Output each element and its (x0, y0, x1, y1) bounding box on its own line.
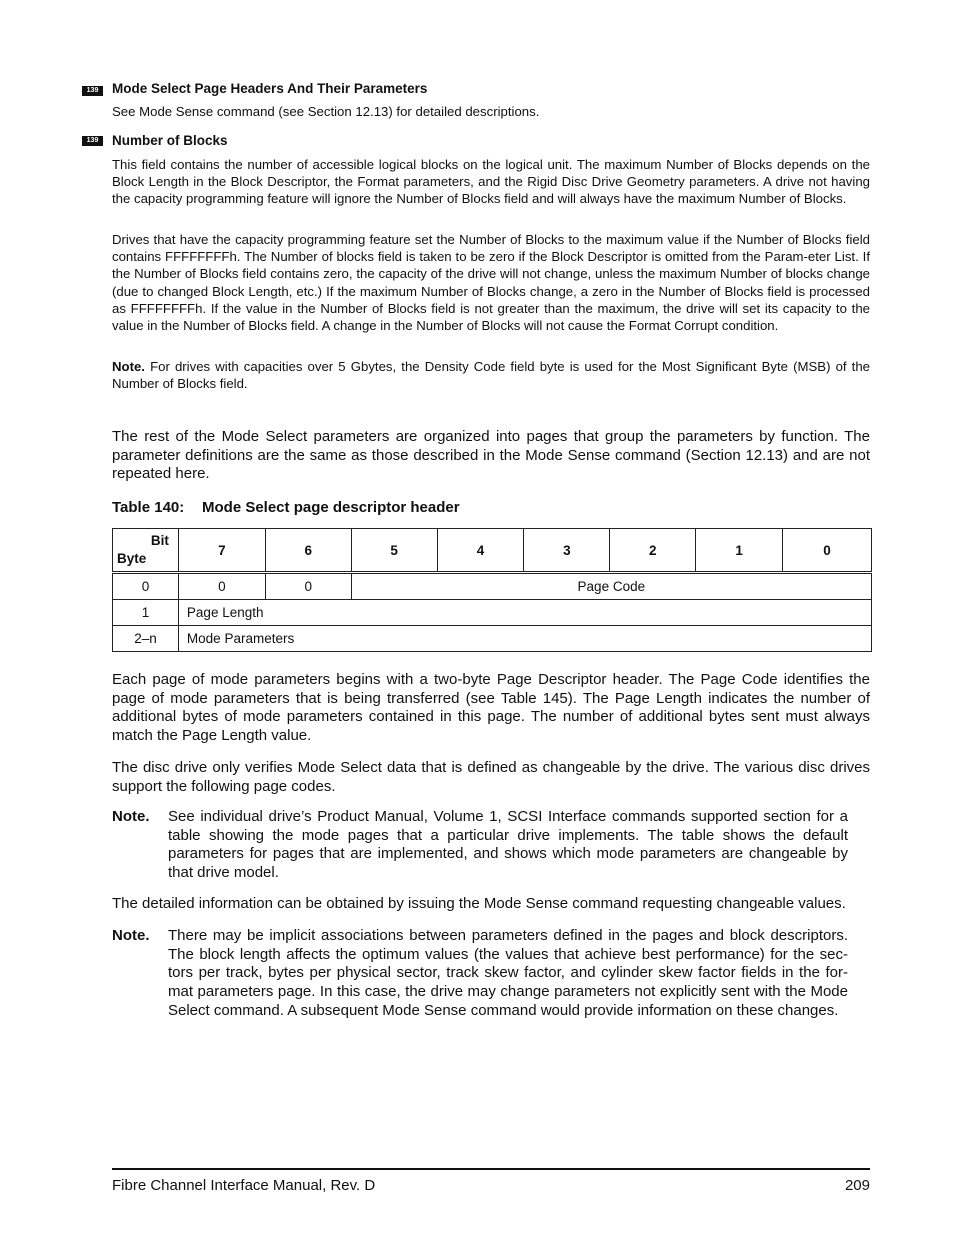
section-text-mode-select-page-headers: See Mode Sense command (see Section 12.13) for detailed descriptions. (112, 104, 540, 119)
table-caption-title: Mode Select page descriptor header (202, 499, 460, 516)
footer-page-number: 209 (844, 1177, 870, 1194)
note-text: See individual drive’s Product Manual, Volume 1, SCSI Interface commands supported section for a table showing the mode pages that a particular drive implements. The table shows the default parameters for pages that are implemented, and shows which mode parameters are changeable by that drive model. (168, 808, 848, 882)
bit7-cell: 0 (178, 573, 265, 600)
note-implicit-associations (112, 927, 848, 1021)
page-length-cell: Page Length (178, 600, 871, 626)
page-code-cell: Page Code (351, 573, 871, 600)
page-descriptor-paragraph: Each page of mode parameters begins with a two-byte Page Descriptor header. The Page Code identifies the page of mode parameters that is being transferred (see Table 145). The Page Length indicates the number of additional bytes of mode parameters contained in this page. The number of additional bytes sent must always match the Page Length value. (112, 671, 870, 745)
footer-manual-title: Fibre Channel Interface Manual, Rev. D (112, 1177, 376, 1194)
verify-paragraph: The disc drive only verifies Mode Select data that is defined as changeable by the drive. The various disc drives support the following page codes. (112, 759, 870, 795)
number-of-blocks-paragraph-2: Drives that have the capacity programming feature set the Number of Blocks to the maximum value if the Number of Blocks field contains FFFFFFFFh. The Number of blocks field is taken to be zero if the Block Descriptor is omitted from the Param-eter List. If the Number of Blocks field contains zero, the capacity of the drive will not change, unless the maximum Number of blocks change (due to changed Block Length, etc.) If the maximum Number of Blocks change, a zero in the Number of Blocks field is processed as FFFFFFFFh. If the value in the Number of Blocks field is not greater than the maximum, the drive will set its capacity to the value in the Number of Blocks field. A change in the Number of Blocks will not cause the Format Corrupt condition. (112, 232, 870, 334)
detailed-information-paragraph: The detailed information can be obtained by issuing the Mode Sense command requesting changeable values. (112, 895, 846, 912)
bit-header-5: 5 (351, 529, 437, 573)
table-row (113, 626, 872, 652)
section-tag-badge: 139 (82, 86, 103, 96)
note-text: For drives with capacities over 5 Gbytes, the Density Code field byte is used for the Most Significant Byte (MSB) of the Number of Blocks field. (112, 359, 870, 392)
section-heading-number-of-blocks: Number of Blocks (112, 133, 228, 148)
table-header-row (113, 529, 872, 573)
table-row (113, 600, 872, 626)
table-caption (112, 499, 460, 516)
mode-parameters-cell: Mode Parameters (178, 626, 871, 652)
byte-cell: 0 (113, 573, 179, 600)
footer-rule (112, 1168, 870, 1170)
bit-header-1: 1 (696, 529, 783, 573)
bit-header-6: 6 (265, 529, 351, 573)
byte-cell: 1 (113, 600, 179, 626)
bit-header-0: 0 (783, 529, 872, 573)
note-label: Note. (112, 927, 150, 944)
bit-header-7: 7 (178, 529, 265, 573)
section-tag-badge: 139 (82, 136, 103, 146)
bit6-cell: 0 (265, 573, 351, 600)
byte-cell: 2–n (113, 626, 179, 652)
table-caption-number: Table 140: (112, 499, 185, 516)
bit-header-3: 3 (524, 529, 610, 573)
corner-bit-label: Bit (150, 533, 169, 548)
section-heading-mode-select-page-headers: Mode Select Page Headers And Their Parameters (112, 81, 428, 96)
number-of-blocks-note (112, 358, 870, 392)
note-product-manual (112, 808, 848, 883)
mode-select-intro-paragraph: The rest of the Mode Select parameters are organized into pages that group the parameters by function. The parameter definitions are the same as those described in the Mode Sense command (Section 12.13) and are not repeated here. (112, 428, 870, 483)
number-of-blocks-paragraph-1: This field contains the number of accessible logical blocks on the logical unit. The maximum Number of Blocks depends on the Block Length in the Block Descriptor, the Format parameters, and the Rigid Disc Drive Geometry parameters. A drive not having the capacity programming feature will ignore the Number of Blocks field and will always have the maximum Number of Blocks. (112, 157, 870, 207)
note-label: Note. (112, 808, 150, 825)
note-text: There may be implicit associations between parameters defined in the pages and block descriptors. The block length affects the optimum values (the values that achieve best performance) for the sec-tors per track, bytes per physical sector, track skew factor, and cylinder skew factor fields in the for-mat parameters page. In this case, the drive may change parameters not explicitly sent with the Mode Select command. A subsequent Mode Sense command would provide information on these changes. (168, 927, 848, 1019)
bit-header-4: 4 (437, 529, 524, 573)
table-row (113, 573, 872, 600)
bit-header-2: 2 (610, 529, 696, 573)
table-corner-cell (113, 529, 179, 573)
corner-byte-label: Byte (117, 551, 147, 566)
mode-select-page-descriptor-table (112, 528, 872, 652)
note-label: Note. (112, 359, 145, 374)
